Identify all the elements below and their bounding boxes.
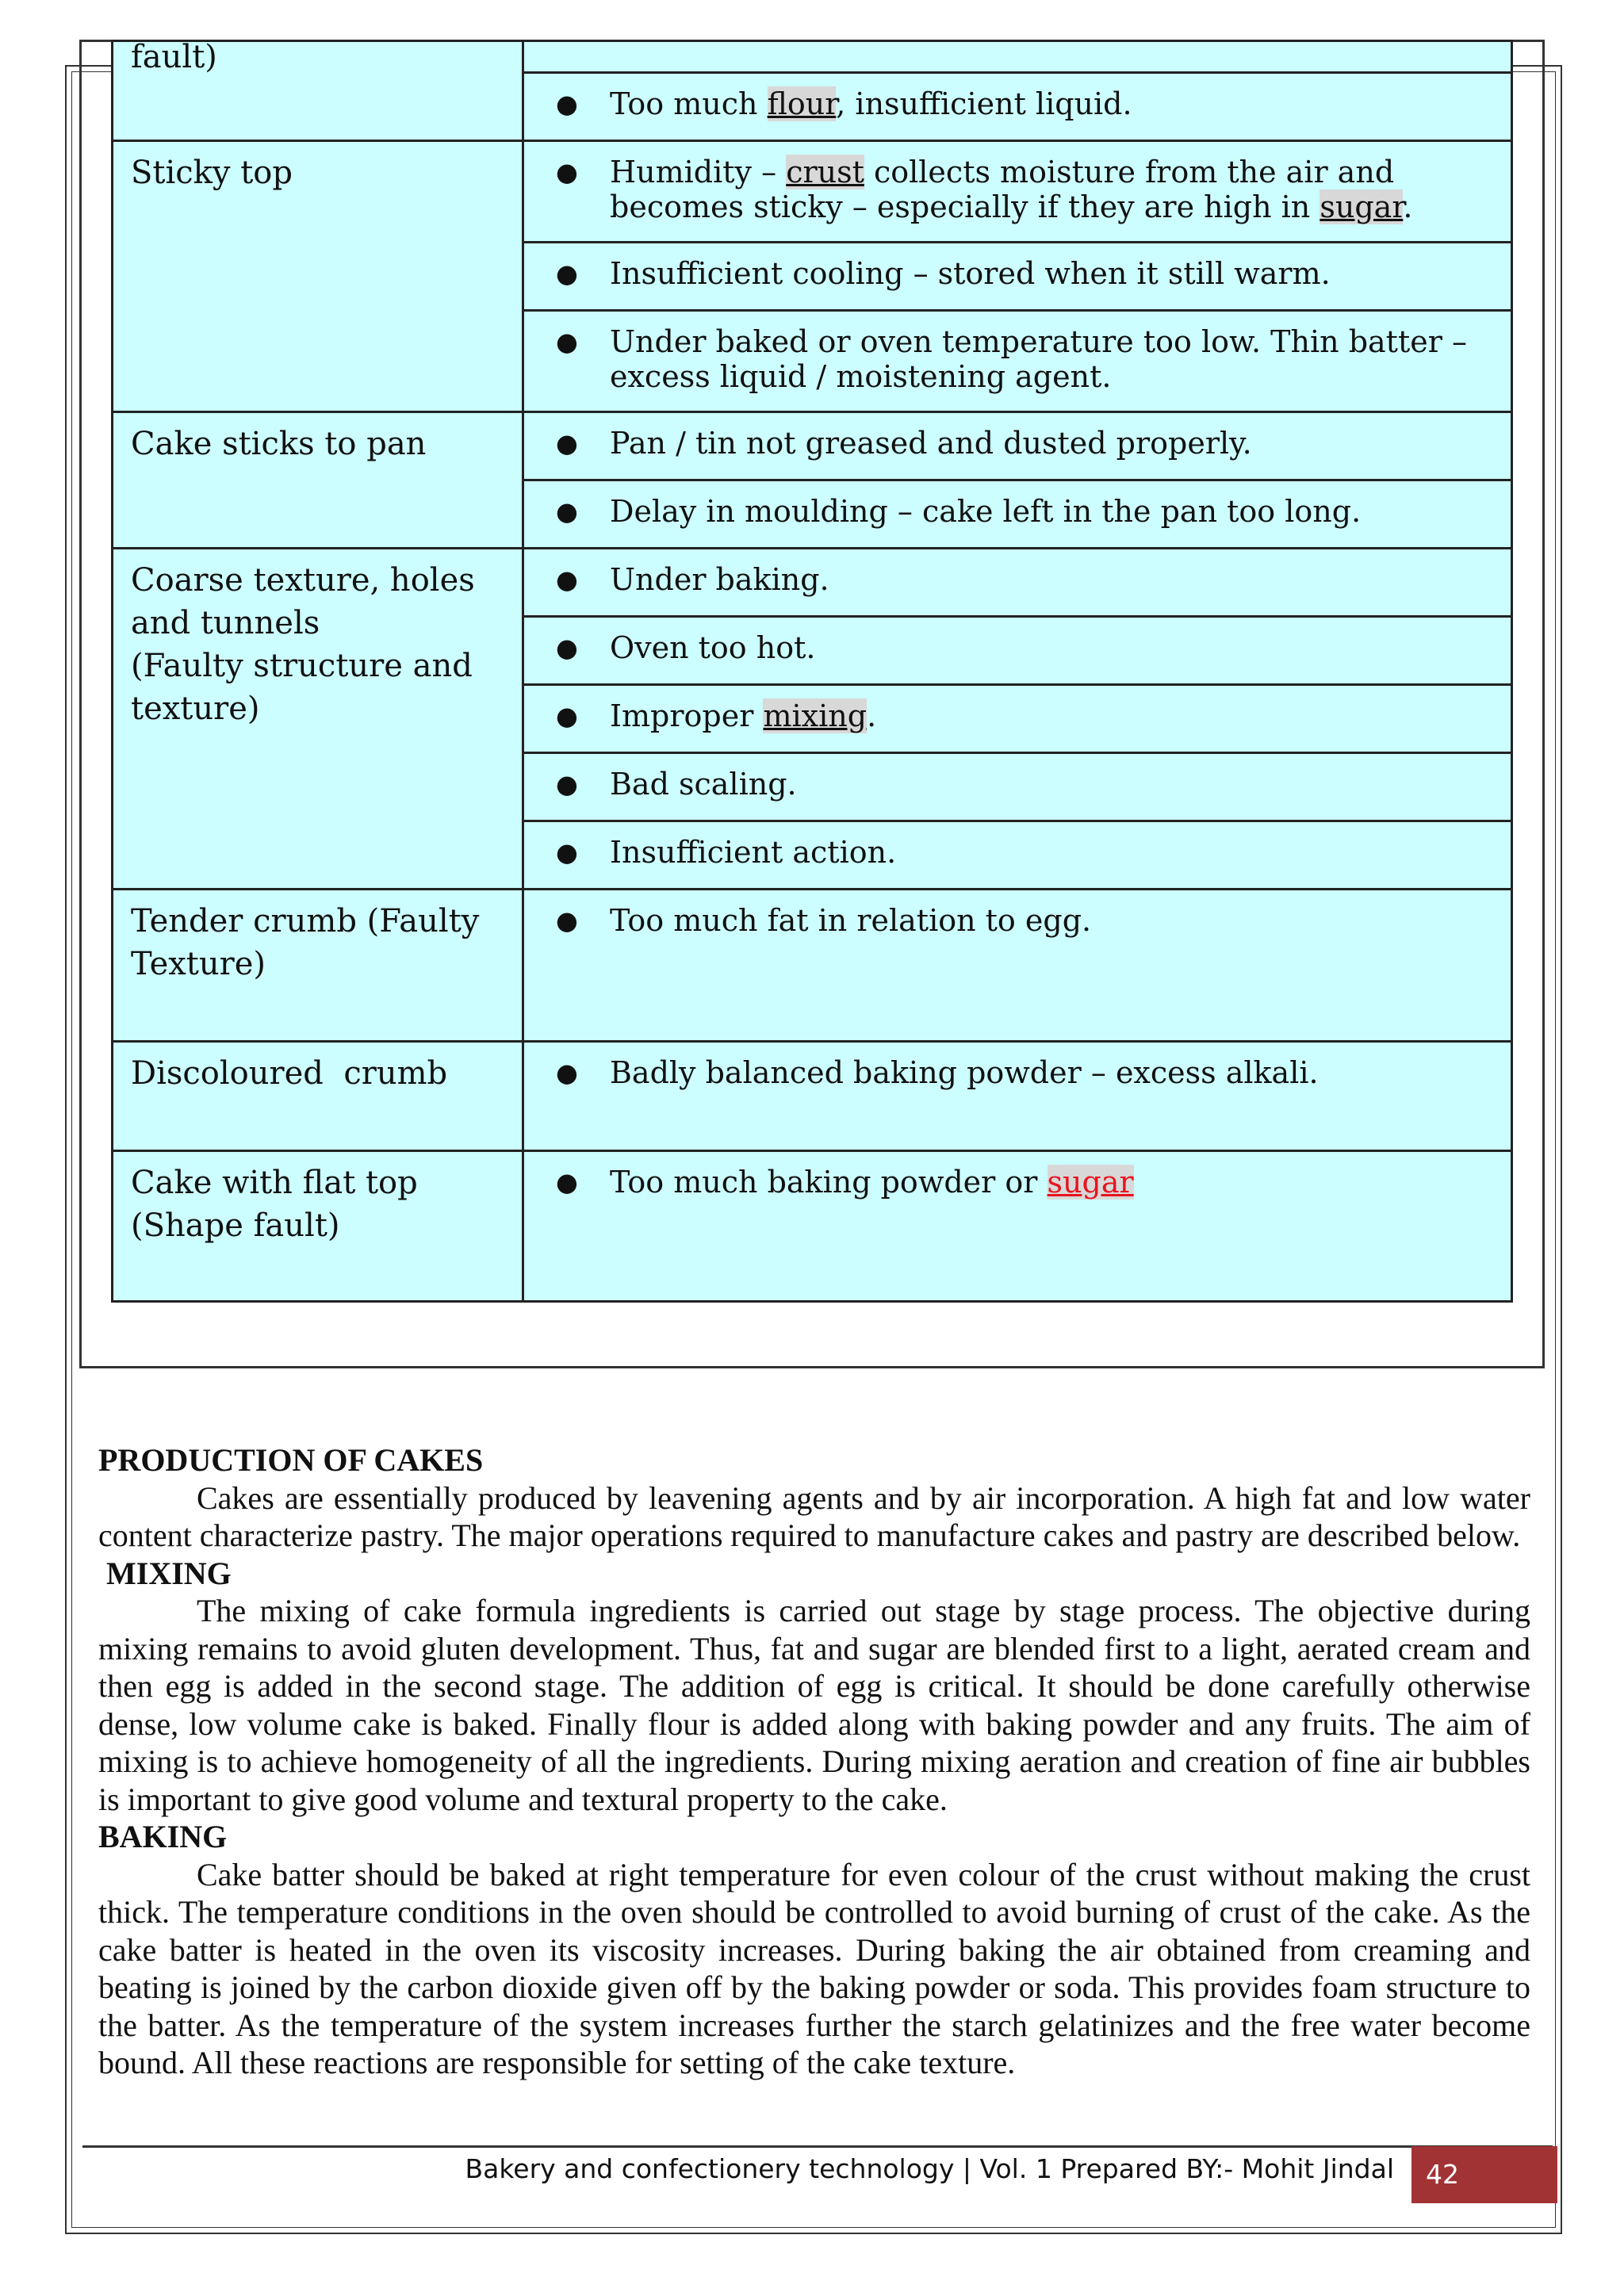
link-flour[interactable]: flour (767, 86, 837, 121)
table-row (113, 412, 1512, 480)
section-heading-baking: BAKING (98, 1819, 228, 1854)
bullet-icon: ● (556, 633, 578, 663)
fault-text: Tender crumb (Faulty Texture) (131, 903, 480, 982)
bullet-icon: ● (556, 905, 578, 936)
paragraph-mixing: The mixing of cake formula ingredients is carried out stage by stage process. The objective during mixing remains to avoid gluten development. Thus, fat and sugar are blended first to a light, aerated cream and then egg is added in the second stage. The addition of egg is critical. It should be done carefully otherwise dense, low volume cake is baked. Finally flour is added along with baking powder and any fruits. The aim of mixing is to achieve homogeneity of all the ingredients. During mixing aeration and creation of fine air bubbles is important to give good volume and textural property to the cake. (98, 1593, 1530, 1817)
link-sugar-red[interactable]: sugar (1047, 1165, 1134, 1200)
cause-text: Insufficient cooling – stored when it still warm. (610, 256, 1331, 291)
cause-text: Insufficient action. (610, 835, 897, 870)
cause-cell (523, 890, 1512, 1042)
cause-cell (523, 685, 1512, 753)
fault-cell (113, 1042, 523, 1151)
cause-cell (523, 1151, 1512, 1302)
faults-table (111, 40, 1513, 1303)
cause-text: Bad scaling. (610, 767, 797, 802)
bullet-icon: ● (556, 428, 578, 458)
link-crust[interactable]: crust (786, 155, 864, 189)
cause-text (610, 86, 1479, 121)
fault-text: Coarse texture, holes and tunnels (Faulty structure and texture) (131, 562, 475, 727)
bullet-icon: ● (556, 89, 578, 119)
cause-cell (523, 73, 1512, 141)
bullet-icon: ● (556, 1167, 578, 1197)
cause-text: Too much fat in relation to egg. (610, 903, 1092, 938)
fault-cell (113, 890, 523, 1042)
bullet-icon: ● (556, 701, 578, 731)
table-row (113, 1042, 1512, 1151)
paragraph-baking: Cake batter should be baked at right temperature for even colour of the crust without making the crust thick. The temperature conditions in the oven should be controlled to avoid burning of crust of the cake. As the cake batter is heated in the oven its viscosity increases. During baking the air obtained from creaming and beating is joined by the carbon dioxide given off by the baking powder or soda. This provides foam structure to the batter. As the temperature of the system increases further the starch gelatinizes and the free water become bound. All these reactions are responsible for setting of the cake texture. (98, 1856, 1530, 2080)
fault-cell (113, 1151, 523, 1302)
document-body (98, 1441, 1530, 2082)
cause-cell (523, 753, 1512, 821)
cause-text: Improper mixing. (610, 698, 877, 733)
section-heading-mixing: MIXING (106, 1555, 232, 1591)
cause-text-part: Too much (610, 86, 768, 121)
bullet-icon: ● (556, 769, 578, 799)
cause-text: Delay in moulding – cake left in the pan too long. (610, 494, 1362, 529)
bullet-icon: ● (556, 327, 578, 357)
fault-cell (113, 41, 523, 141)
cause-text: Badly balanced baking powder – excess alkali. (610, 1055, 1319, 1090)
cause-cell (523, 243, 1512, 311)
cause-cell (523, 412, 1512, 480)
cause-text-part: , insufficient liquid. (836, 86, 1132, 121)
bullet-icon: ● (556, 496, 578, 526)
cause-cell (523, 1042, 1512, 1151)
bullet-icon: ● (556, 564, 578, 595)
table-row (113, 549, 1512, 617)
fault-text: Discoloured crumb (131, 1055, 448, 1092)
link-sugar[interactable]: sugar (1320, 189, 1404, 224)
link-mixing[interactable]: mixing (763, 698, 868, 733)
paragraph-production: Cakes are essentially produced by leavening agents and by air incorporation. A high fat and low water content characterize pastry. The major operations required to manufacture cakes and pastry are described below. (98, 1479, 1530, 1553)
table-row (113, 41, 1512, 73)
bullet-icon: ● (556, 1058, 578, 1088)
cause-text: Too much baking powder or sugar (610, 1165, 1134, 1200)
bullet-icon: ● (556, 258, 578, 289)
bullet-icon: ● (556, 837, 578, 867)
cause-cell (523, 480, 1512, 549)
cause-cell (523, 41, 1512, 73)
cause-text: Oven too hot. (610, 630, 816, 665)
fault-text: Sticky top (131, 155, 293, 191)
footer-text: Bakery and confectionery technology | Vol. 1 Prepared BY:- Mohit Jindal (465, 2153, 1394, 2184)
fault-text: Cake sticks to pan (131, 426, 427, 462)
footer-divider (82, 2145, 1553, 2148)
fault-cell (113, 549, 523, 890)
fault-cell (113, 412, 523, 549)
table-row (113, 141, 1512, 243)
cause-text: Under baking. (610, 562, 829, 597)
cause-cell (523, 141, 1512, 243)
fault-text: Cake with flat top (Shape fault) (131, 1165, 418, 1244)
table-row (113, 1151, 1512, 1302)
page-number-badge: 42 (1411, 2146, 1557, 2203)
fault-cell (113, 141, 523, 412)
cause-text: Pan / tin not greased and dusted properly. (610, 426, 1252, 461)
bullet-icon: ● (556, 157, 578, 187)
fault-text: fault) (131, 39, 217, 75)
section-heading-production: PRODUCTION OF CAKES (98, 1442, 484, 1478)
cause-text: Humidity – crust collects moisture from the air and becomes sticky – especially if they are high in sugar. (610, 155, 1413, 224)
cause-text: Under baked or oven temperature too low. Thin batter – excess liquid / moistening agent. (610, 324, 1467, 394)
cause-cell (523, 821, 1512, 890)
cause-cell (523, 549, 1512, 617)
table-row (113, 890, 1512, 1042)
cause-cell (523, 617, 1512, 685)
cause-cell (523, 311, 1512, 412)
